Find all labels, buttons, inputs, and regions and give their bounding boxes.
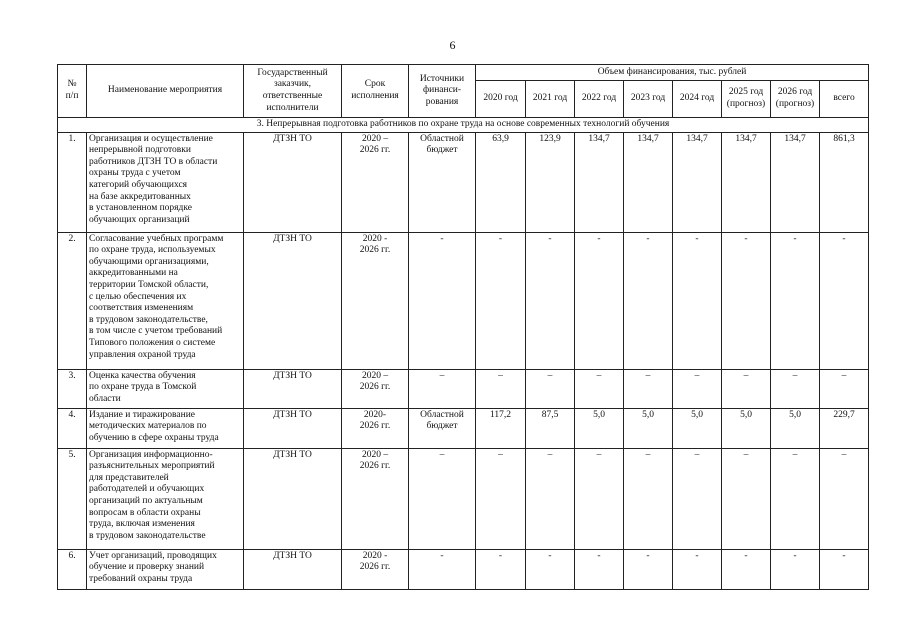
- header-total: всего: [820, 81, 869, 118]
- row-value: 134,7: [624, 132, 673, 232]
- row-value: -: [771, 232, 820, 369]
- row-value: -: [476, 232, 526, 369]
- row-value: –: [722, 448, 771, 549]
- row-term: 2020 - 2026 гг.: [342, 549, 409, 589]
- row-value: -: [624, 549, 673, 589]
- row-value: -: [722, 549, 771, 589]
- header-term: Срок исполнения: [342, 65, 409, 118]
- row-total: 861,3: [820, 132, 869, 232]
- row-value: –: [476, 369, 526, 408]
- row-term: 2020 - 2026 гг.: [342, 232, 409, 369]
- row-value: 5,0: [722, 408, 771, 448]
- row-total: –: [820, 369, 869, 408]
- row-num: 3.: [58, 369, 87, 408]
- row-value: –: [624, 369, 673, 408]
- row-value: –: [722, 369, 771, 408]
- row-value: -: [722, 232, 771, 369]
- row-value: –: [526, 448, 575, 549]
- row-name: Согласование учебных программ по охране труда, используемых обучающими организациями, аккредитованными на территории Томской области, с целью обеспечения их соответствия изменениям в трудовом законодательстве, в том числе с учетом требований Типового положения о системе управления охраной труда: [87, 232, 244, 369]
- funding-plan-table: [57, 64, 869, 590]
- header-year: 2020 год: [476, 81, 526, 118]
- table-row: [58, 448, 869, 549]
- row-term: 2020 – 2026 гг.: [342, 132, 409, 232]
- table-row: [58, 549, 869, 589]
- row-name: Издание и тиражирование методических материалов по обучению в сфере охраны труда: [87, 408, 244, 448]
- row-name: Учет организаций, проводящих обучение и проверку знаний требований охраны труда: [87, 549, 244, 589]
- table-row: [58, 369, 869, 408]
- row-customer: ДТЗН ТО: [244, 132, 342, 232]
- row-num: 5.: [58, 448, 87, 549]
- row-value: 134,7: [575, 132, 624, 232]
- row-value: -: [526, 549, 575, 589]
- row-name: Оценка качества обучения по охране труда в Томской области: [87, 369, 244, 408]
- row-value: -: [771, 549, 820, 589]
- row-value: –: [575, 369, 624, 408]
- header-funding: Объем финансирования, тыс. рублей: [476, 65, 869, 81]
- row-num: 4.: [58, 408, 87, 448]
- row-source: -: [409, 549, 476, 589]
- row-value: –: [624, 448, 673, 549]
- header-sources: Источники финанси-рования: [409, 65, 476, 118]
- section-title: 3. Непрерывная подготовка работников по охране труда на основе современных технологий обучения: [58, 118, 869, 133]
- row-value: 117,2: [476, 408, 526, 448]
- row-value: 5,0: [673, 408, 722, 448]
- row-value: -: [673, 232, 722, 369]
- table-row: [58, 232, 869, 369]
- row-name: Организация информационно- разъяснительных мероприятий для представителей работодателей и обучающих организаций по актуальным вопросам в области охраны труда, включая изменения в трудовом законодательстве: [87, 448, 244, 549]
- header-year: 2022 год: [575, 81, 624, 118]
- row-value: –: [575, 448, 624, 549]
- row-value: -: [624, 232, 673, 369]
- header-num: № п/п: [58, 65, 87, 118]
- row-value: 123,9: [526, 132, 575, 232]
- row-value: 5,0: [575, 408, 624, 448]
- row-value: 63,9: [476, 132, 526, 232]
- row-num: 6.: [58, 549, 87, 589]
- row-total: –: [820, 448, 869, 549]
- row-num: 1.: [58, 132, 87, 232]
- row-total: -: [820, 549, 869, 589]
- page-number: 6: [449, 38, 456, 52]
- row-num: 2.: [58, 232, 87, 369]
- header-name: Наименование мероприятия: [87, 65, 244, 118]
- row-value: –: [673, 448, 722, 549]
- row-customer: ДТЗН ТО: [244, 549, 342, 589]
- row-value: -: [673, 549, 722, 589]
- row-value: 87,5: [526, 408, 575, 448]
- header-year: 2026 год (прогноз): [771, 81, 820, 118]
- row-value: –: [526, 369, 575, 408]
- row-customer: ДТЗН ТО: [244, 408, 342, 448]
- row-customer: ДТЗН ТО: [244, 369, 342, 408]
- row-term: 2020 – 2026 гг.: [342, 448, 409, 549]
- row-value: -: [575, 549, 624, 589]
- row-value: –: [673, 369, 722, 408]
- row-total: -: [820, 232, 869, 369]
- row-value: -: [526, 232, 575, 369]
- row-source: -: [409, 232, 476, 369]
- row-term: 2020- 2026 гг.: [342, 408, 409, 448]
- row-value: -: [476, 549, 526, 589]
- row-source: Областной бюджет: [409, 132, 476, 232]
- row-value: 5,0: [624, 408, 673, 448]
- header-year: 2023 год: [624, 81, 673, 118]
- row-customer: ДТЗН ТО: [244, 448, 342, 549]
- row-total: 229,7: [820, 408, 869, 448]
- row-customer: ДТЗН ТО: [244, 232, 342, 369]
- header-year: 2024 год: [673, 81, 722, 118]
- table-row: [58, 408, 869, 448]
- row-source: –: [409, 448, 476, 549]
- row-value: 5,0: [771, 408, 820, 448]
- row-value: –: [476, 448, 526, 549]
- row-value: 134,7: [722, 132, 771, 232]
- row-value: –: [771, 448, 820, 549]
- header-customer: Государственный заказчик, ответственные исполнители: [244, 65, 342, 118]
- header-year: 2025 год (прогноз): [722, 81, 771, 118]
- table-row: [58, 132, 869, 232]
- row-term: 2020 – 2026 гг.: [342, 369, 409, 408]
- row-value: 134,7: [673, 132, 722, 232]
- row-source: Областной бюджет: [409, 408, 476, 448]
- row-value: 134,7: [771, 132, 820, 232]
- row-value: -: [575, 232, 624, 369]
- row-value: –: [771, 369, 820, 408]
- row-source: –: [409, 369, 476, 408]
- header-year: 2021 год: [526, 81, 575, 118]
- row-name: Организация и осуществление непрерывной подготовки работников ДТЗН ТО в области охраны труда с учетом категорий обучающихся на базе аккредитованных в установленном порядке обучающих организаций: [87, 132, 244, 232]
